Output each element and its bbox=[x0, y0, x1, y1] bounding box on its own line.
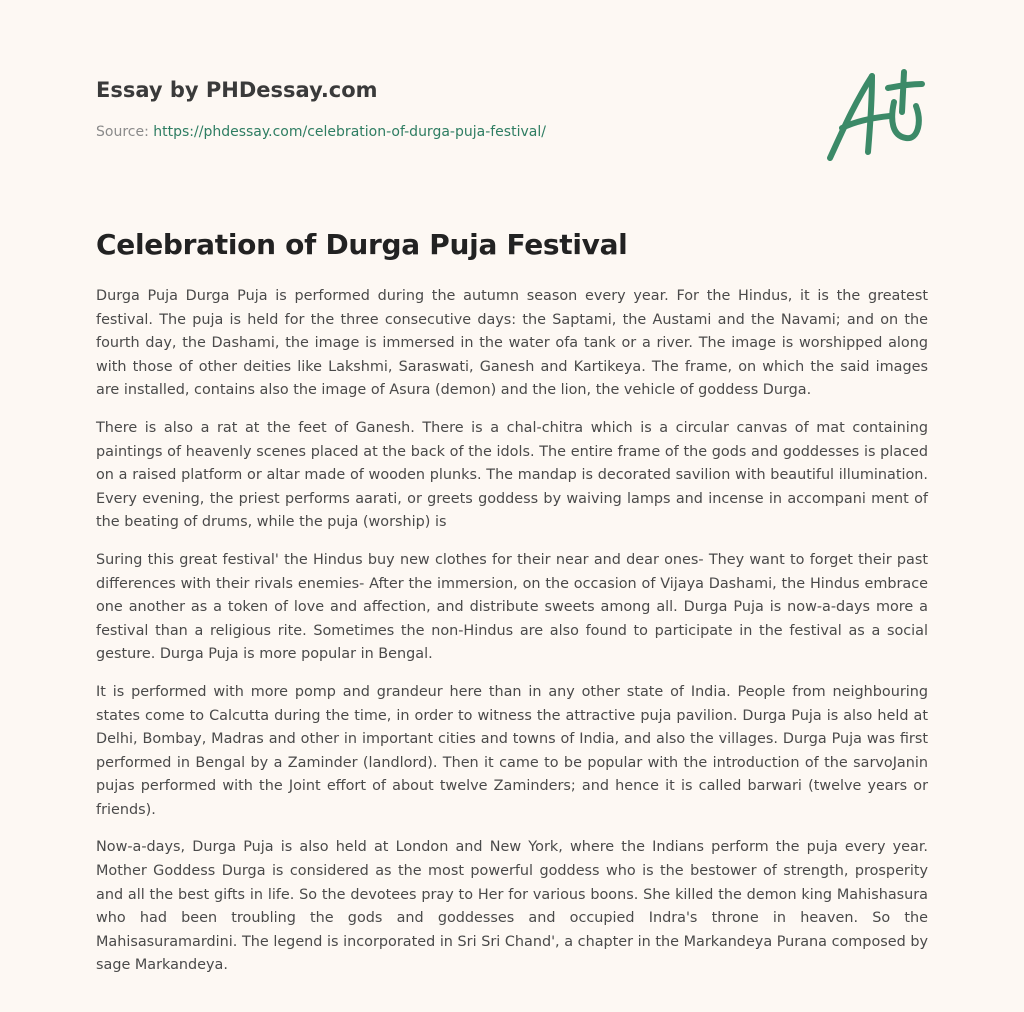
brand-title: Essay by PHDessay.com bbox=[96, 78, 378, 102]
source-label: Source: bbox=[96, 124, 154, 140]
article-title: Celebration of Durga Puja Festival bbox=[96, 228, 628, 261]
article-body bbox=[96, 285, 928, 992]
source-line bbox=[96, 122, 736, 142]
page-header bbox=[96, 76, 736, 142]
a-plus-logo-icon bbox=[820, 62, 930, 166]
source-link[interactable]: https://phdessay.com/celebration-of-durga-puja-festival/ bbox=[153, 124, 546, 140]
paragraph: Durga Puja Durga Puja is performed during the autumn season every year. For the Hindus, it is the greatest festival. The puja is held for the three consecutive days: the Saptami, the Austami and the Navami; and on the fourth day, the Dashami, the image is immersed in the water ofa tank or a river. The image is worshipped along with those of other deities like Lakshmi, Saraswati, Ganesh and Kartikeya. The frame, on which the said images are installed, contains also the image of Asura (demon) and the lion, the vehicle of goddess Durga. bbox=[96, 288, 928, 399]
paragraph: It is performed with more pomp and grandeur here than in any other state of India. People from neighbouring states come to Calcutta during the time, in order to witness the attractive puja pavilion. Durga Puja is also held at Delhi, Bombay, Madras and other in important cities and towns of India, and also the villages. Durga Puja was first performed in Bengal by a Zaminder (landlord). Then it came to be popular with the introduction of the sarvoJanin pujas performed with the Joint effort of about twelve Zaminders; and hence it is called barwari (twelve years or friends). bbox=[96, 683, 928, 818]
paragraph: There is also a rat at the feet of Ganesh. There is a chal-chitra which is a circular canvas of mat containing paintings of heavenly scenes placed at the back of the idols. The entire frame of the gods and goddesses is placed on a raised platform or altar made of wooden plunks. The mandap is decorated savilion with beautiful illumination. Every evening, the priest performs aarati, or greets goddess by waiving lamps and incense in accompani ment of the beating of drums, while the puja (worship) is bbox=[96, 419, 928, 531]
paragraph: Suring this great festival' the Hindus buy new clothes for their near and dear ones- They want to forget their past differences with their rivals enemies- After the immersion, on the occasion of Vijaya Dashami, the Hindus embrace one another as a token of love and affection, and distribute sweets among all. Durga Puja is now-a-days more a festival than a religious rite. Sometimes the non-Hindus are also found to participate in the festival as a social gesture. Durga Puja is more popular in Bengal. bbox=[96, 551, 928, 663]
paragraph: Now-a-days, Durga Puja is also held at London and New York, where the Indians perform the puja every year. Mother Goddess Durga is considered as the most powerful goddess who is the bestower of strength, prosperity and all the best gifts in life. So the devotees pray to Her for various boons. She killed the demon king Mahishasura who had been troubling the gods and goddesses and occupied Indra's throne in heaven. So the Mahisasuramardini. The legend is incorporated in Sri Sri Chand', a chapter in the Markandeya Purana composed by sage Markandeya. bbox=[96, 839, 928, 974]
